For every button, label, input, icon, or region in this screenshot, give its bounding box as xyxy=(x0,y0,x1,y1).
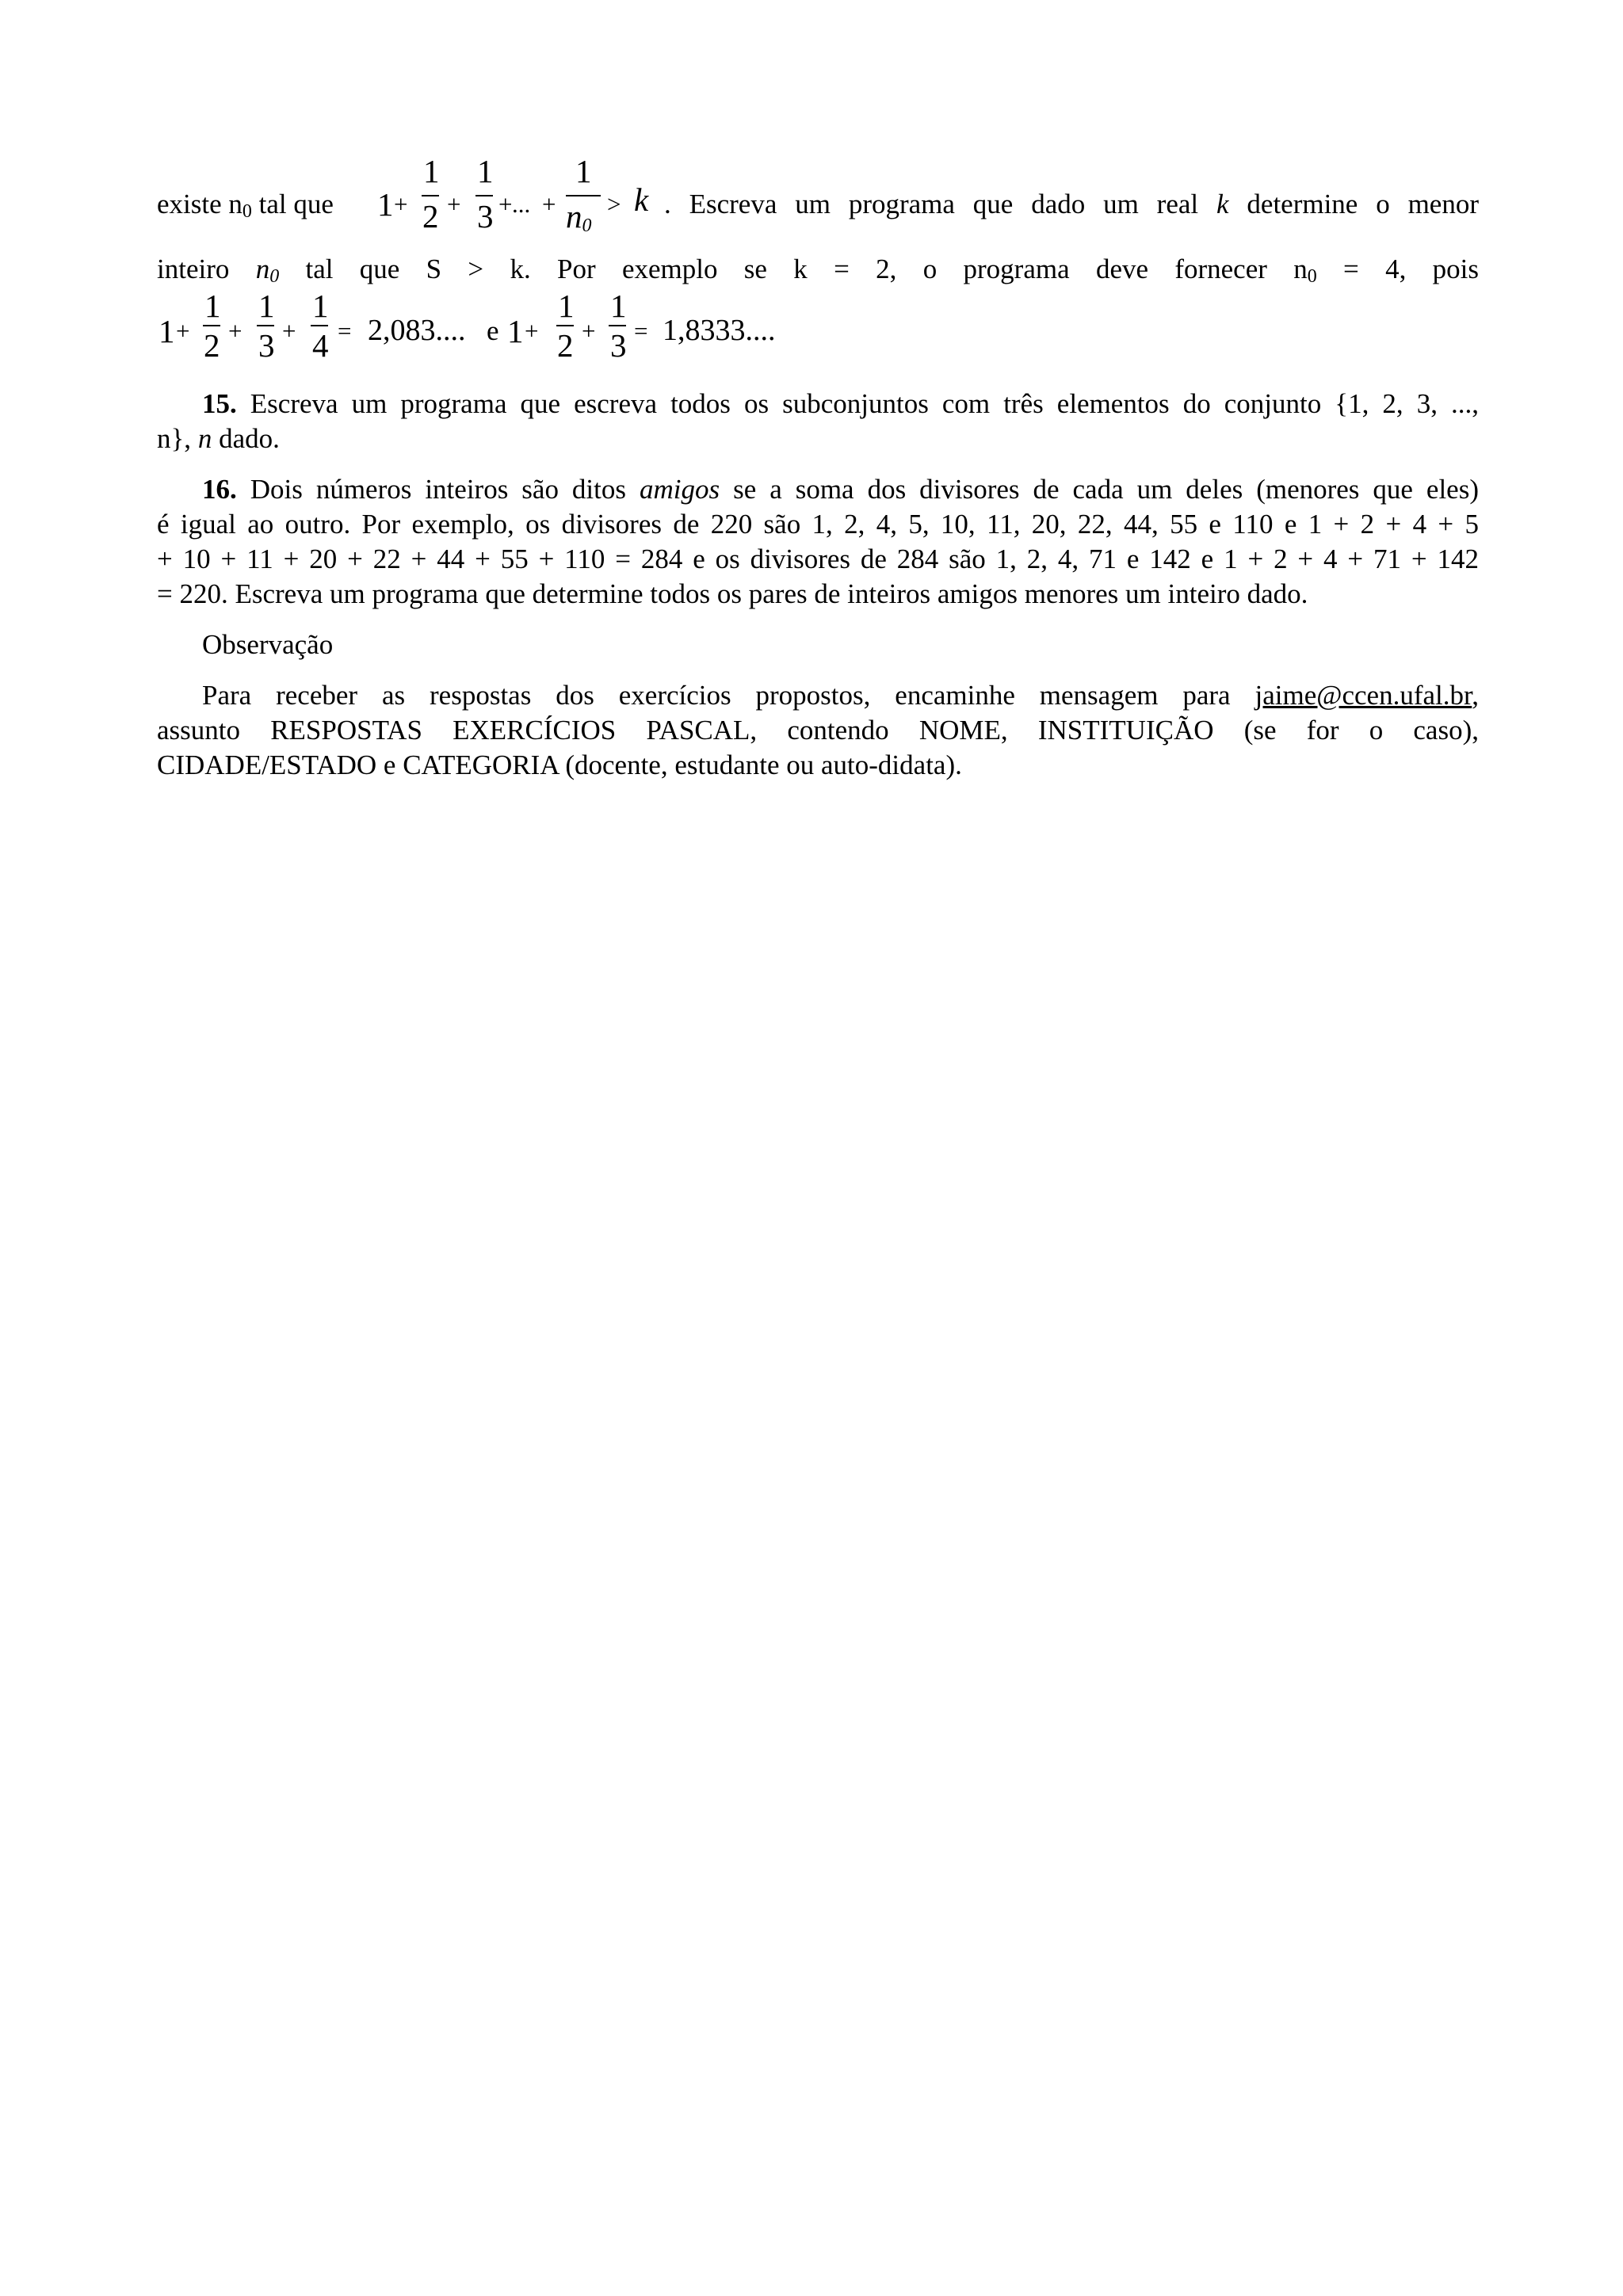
fraction-bar xyxy=(556,325,574,326)
obs-line3: CIDADE/ESTADO e CATEGORIA (docente, estudante ou auto-didata). xyxy=(157,749,962,780)
formula-harmonic-sum xyxy=(377,155,663,250)
plus: + xyxy=(447,190,461,218)
equals: = xyxy=(338,317,352,345)
numerator: 1 xyxy=(558,288,575,324)
text: dado. xyxy=(212,423,280,454)
ellipsis: ... xyxy=(512,190,531,218)
fraction-bar xyxy=(475,195,493,196)
p14-line1-right xyxy=(664,189,1479,220)
plus: + xyxy=(394,190,408,218)
denominator: 2 xyxy=(422,198,439,235)
text: se a soma dos divisores de cada um deles (menores que eles) xyxy=(720,474,1479,505)
exercise-number: 15. xyxy=(202,388,237,419)
text: existe n xyxy=(157,189,242,219)
result-1: 2,083.... xyxy=(368,314,466,347)
p16-line4: = 220. Escreva um programa que determine todos os pares de inteiros amigos menores um inteiro dado. xyxy=(157,578,1308,609)
fraction-bar xyxy=(311,325,328,326)
fraction-bar xyxy=(257,325,274,326)
obs-title: Observação xyxy=(202,629,334,660)
text: = 4, pois xyxy=(1316,254,1479,284)
n-symbol: n xyxy=(566,198,582,235)
numerator: 1 xyxy=(575,153,592,189)
one: 1 xyxy=(377,186,394,223)
obs-line2: assunto RESPOSTAS EXERCÍCIOS PASCAL, contendo NOME, INSTITUIÇÃO (se for o caso), xyxy=(157,715,1479,746)
text: , xyxy=(1472,680,1479,711)
plus: + xyxy=(582,317,596,345)
numerator: 1 xyxy=(477,153,494,189)
email-link[interactable]: jaime@ccen.ufal.br xyxy=(1254,680,1472,711)
conjunction: e xyxy=(487,315,499,346)
plus: + xyxy=(542,190,556,218)
one: 1 xyxy=(507,313,524,349)
subscript: 0 xyxy=(1307,266,1317,287)
obs-line1 xyxy=(202,680,1479,711)
numerator: 1 xyxy=(204,288,221,324)
one: 1 xyxy=(158,313,175,349)
subscript: 0 xyxy=(582,215,592,236)
result-2: 1,8333.... xyxy=(663,314,776,347)
p14-line1-left xyxy=(157,189,334,220)
greater-than: > xyxy=(607,190,621,218)
p16-line3: + 10 + 11 + 20 + 22 + 44 + 55 + 110 = 284 e os divisores de 284 são 1, 2, 4, 71 e 142 e 1 + 2 + 4 + 71 + 142 xyxy=(157,543,1479,574)
text: tal que S > k. Por exemplo se k = 2, o programa deve fornecer n xyxy=(279,254,1308,284)
p15-line1 xyxy=(202,388,1479,420)
numerator: 1 xyxy=(610,288,627,324)
text: determine o menor xyxy=(1228,189,1479,219)
denominator: 3 xyxy=(477,198,494,235)
text: n}, xyxy=(157,423,198,454)
fraction-bar xyxy=(422,195,439,196)
text: inteiro xyxy=(157,254,256,284)
text: . Escreva um programa que dado um real xyxy=(664,189,1216,219)
p16-line1 xyxy=(202,474,1479,505)
plus: + xyxy=(498,190,513,218)
fraction-bar xyxy=(566,195,601,196)
amigos-italic: amigos xyxy=(639,474,720,505)
plus: + xyxy=(282,317,296,345)
fraction-bar xyxy=(203,325,220,326)
plus: + xyxy=(525,317,539,345)
numerator: 1 xyxy=(423,153,440,189)
text: Dois números inteiros são ditos xyxy=(236,474,640,505)
numerator: 1 xyxy=(312,288,329,324)
n-italic: n xyxy=(197,423,212,454)
text: Escreva um programa que escreva todos os subconjuntos com três elementos do conjunto {1, 2, 3, ..., xyxy=(236,388,1479,419)
denominator xyxy=(566,198,592,236)
denominator: 2 xyxy=(204,327,220,364)
numerator: 1 xyxy=(258,288,275,324)
text: Para receber as respostas dos exercícios propostos, encaminhe mensagem para xyxy=(202,680,1255,711)
exercise-number: 16. xyxy=(202,474,237,505)
p14-line2 xyxy=(157,254,1479,285)
subscript: 0 xyxy=(242,201,252,222)
p16-line2: é igual ao outro. Por exemplo, os divisores de 220 são 1, 2, 4, 5, 10, 11, 20, 22, 44, 55 e 110 e 1 + 2 + 4 + 5 xyxy=(157,509,1479,540)
p15-line2 xyxy=(157,423,1479,455)
k-symbol: k xyxy=(634,181,649,218)
subscript: 0 xyxy=(269,266,280,287)
denominator: 3 xyxy=(610,327,627,364)
plus: + xyxy=(228,317,242,345)
text: tal que xyxy=(251,189,334,219)
denominator: 2 xyxy=(557,327,574,364)
plus: + xyxy=(176,317,190,345)
k-italic: k xyxy=(1216,189,1229,219)
denominator: 4 xyxy=(312,327,329,364)
fraction-bar xyxy=(609,325,626,326)
equals: = xyxy=(634,317,648,345)
n-italic: n xyxy=(255,254,270,284)
formula-example xyxy=(158,290,792,369)
denominator: 3 xyxy=(258,327,275,364)
